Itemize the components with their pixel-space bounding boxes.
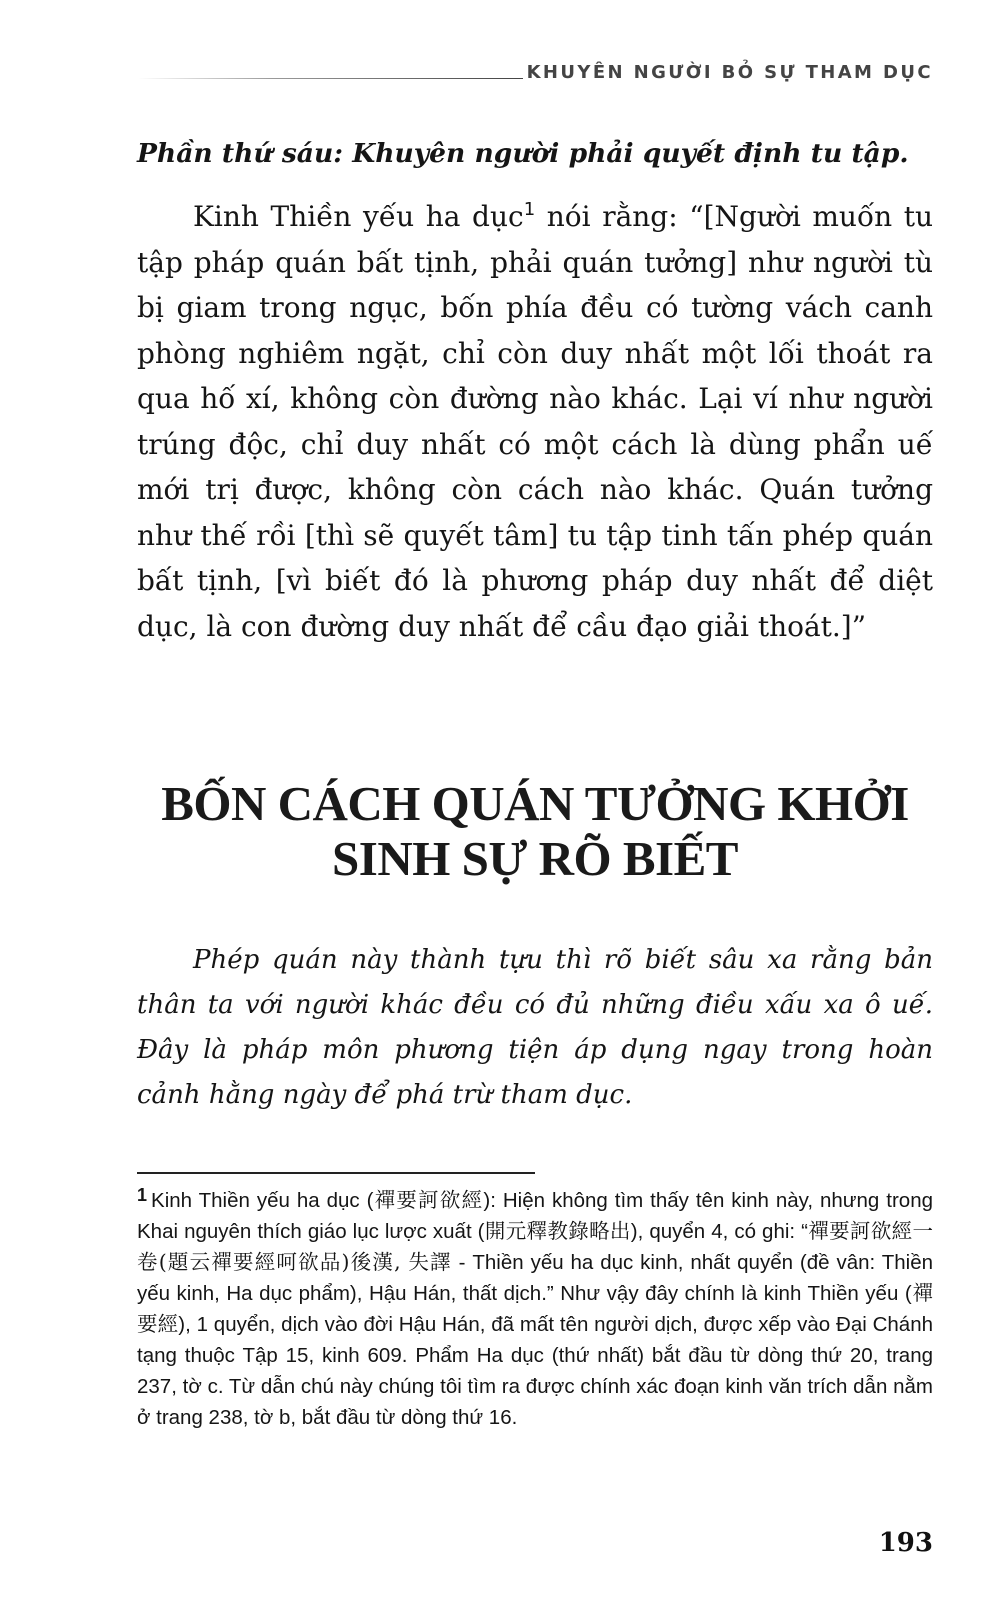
footnote-cjk-3: 禪要訶欲經一卷(題云禪要經呵欲品)後漢, 失譯 xyxy=(137,1219,934,1274)
section-label: Phần thứ sáu: Khuyên người phải quyết định tu tập. xyxy=(137,138,909,169)
footnote-cjk-4: 禪要經 xyxy=(137,1281,934,1336)
footnote-text-1: Kinh Thiền yếu ha dục ( xyxy=(151,1189,374,1212)
footnote-cjk-2: 開元釋教錄略出 xyxy=(484,1219,631,1243)
footnote-cjk-1: 禪要訶欲經 xyxy=(373,1188,484,1212)
running-header-title: KHUYÊN NGƯỜI BỎ SỰ THAM DỤC xyxy=(526,62,933,83)
footnote xyxy=(137,1180,933,1433)
footnote-text-4: - Thiền yếu ha dục kinh, nhất quyển (đề vân: Thiền yếu kinh, Ha dục phẩm), Hậu Hán, thất dịch.” Như vậy đây chính là kinh Thiền yếu ( xyxy=(137,1251,933,1305)
footnote-mark: 1 xyxy=(137,1185,148,1205)
footnote-text-3: ), quyển 4, có ghi: “ xyxy=(630,1220,808,1243)
footnote-text-2: ): Hiện không tìm thấy tên kinh này, nhưng trong Khai nguyên thích giáo lục lược xuất ( xyxy=(137,1189,934,1243)
chapter-heading xyxy=(137,776,933,886)
header-rule xyxy=(138,78,523,79)
body-text-rest: nói rằng: “[Người muốn tu tập pháp quán bất tịnh, phải quán tưởng] như người tù bị giam trong ngục, bốn phía đều có tường vách canh phòng nghiêm ngặt, chỉ còn duy nhất một lối thoát ra qua hố xí, không còn đường nào khác. Lại ví như người trúng độc, chỉ duy nhất có một cách là dùng phẩn uế mới trị được, không còn cách nào khác. Quán tưởng như thế rồi [thì sẽ quyết tâm] tu tập tinh tấn phép quán bất tịnh, [vì biết đó là phương pháp duy nhất để diệt dục, là con đường duy nhất để cầu đạo giải thoát.]” xyxy=(137,200,933,643)
running-header xyxy=(138,62,933,86)
chapter-heading-line-2: SINH SỰ RÕ BIẾT xyxy=(332,831,738,886)
footnote-reference[interactable]: 1 xyxy=(523,199,536,220)
body-paragraph xyxy=(137,194,933,649)
page-number: 193 xyxy=(878,1528,933,1558)
chapter-heading-line-1: BỐN CÁCH QUÁN TƯỞNG KHỞI xyxy=(161,776,909,831)
chapter-intro: Phép quán này thành tựu thì rõ biết sâu xa rằng bản thân ta với người khác đều có đủ những điều xấu xa ô uế. Đây là pháp môn phương tiện áp dụng ngay trong hoàn cảnh hằng ngày để phá trừ tham dục. xyxy=(137,945,933,1110)
footnote-divider xyxy=(137,1172,535,1174)
footnote-text-5: ), 1 quyển, dịch vào đời Hậu Hán, đã mất tên người dịch, được xếp vào Đại Chánh tạng thuộc Tập 15, kinh 609. Phẩm Ha dục (thứ nhất) bắt đầu từ dòng thứ 20, trang 237, tờ c. Từ dẫn chú này chúng tôi tìm ra được chính xác đoạn kinh văn trích dẫn nằm ở trang 238, tờ b, bắt đầu từ dòng thứ 16. xyxy=(137,1313,934,1429)
body-text-start: Kinh Thiền yếu ha dục xyxy=(193,200,524,233)
